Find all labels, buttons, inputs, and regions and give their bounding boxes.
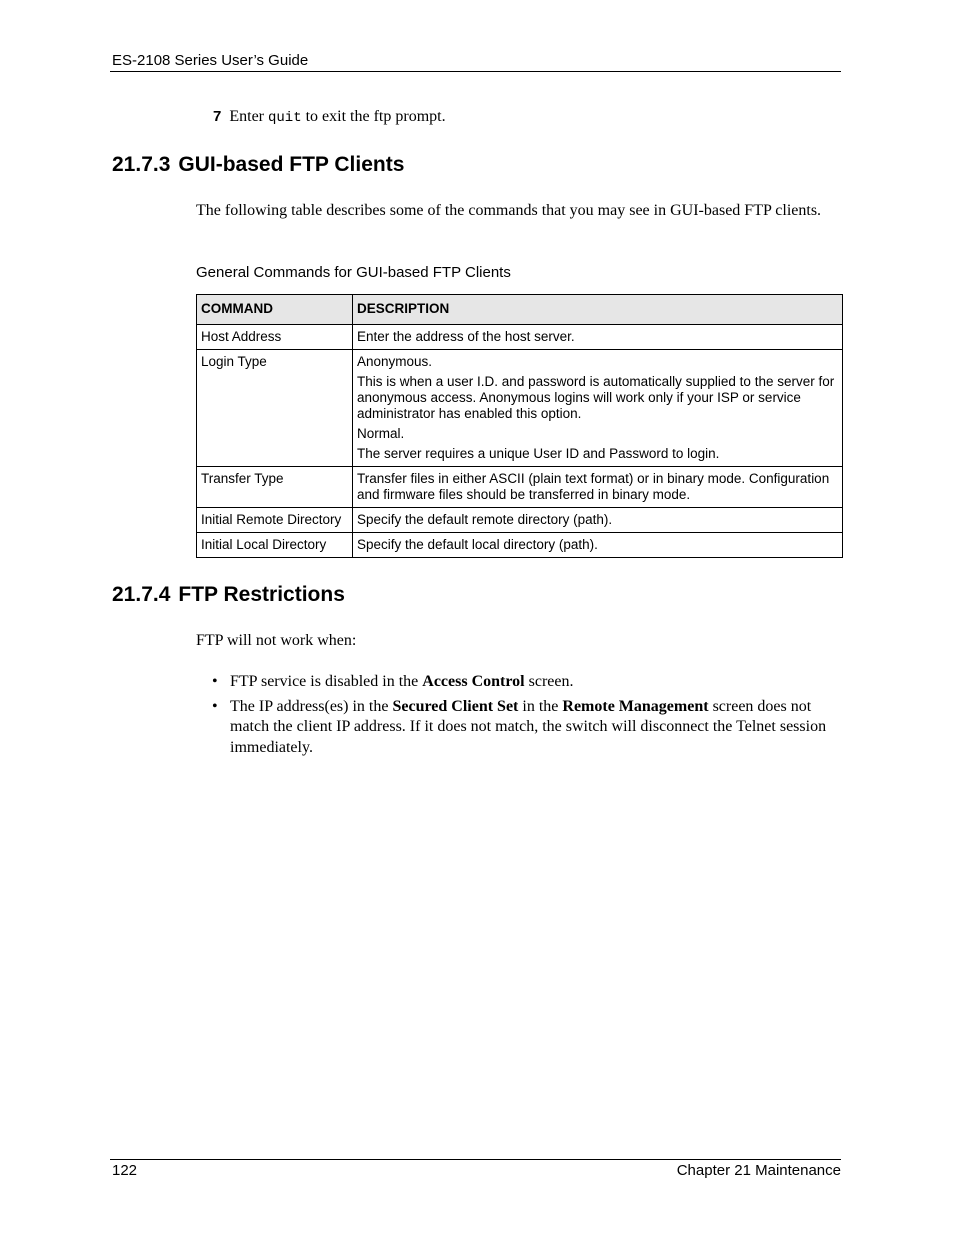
description-text: Specify the default local directory (path).: [357, 537, 598, 552]
bullet-text: screen.: [528, 673, 574, 690]
description-cell: [353, 325, 843, 350]
commands-table: [196, 294, 843, 558]
section-number: 21.7.3: [112, 153, 171, 176]
step-7: [213, 108, 446, 126]
step-pre: Enter: [229, 108, 264, 125]
section-number: 21.7.4: [112, 583, 171, 606]
description-cell: [353, 533, 843, 558]
description-cell: [353, 350, 843, 467]
description-cell: [353, 508, 843, 533]
footer-rule: [110, 1159, 841, 1160]
bullet-text: in the: [522, 697, 559, 715]
restrictions-list: [212, 672, 838, 762]
description-text: This is when a user I.D. and password is automatically supplied to the server for anonymous access. Anonymous logins will work only if your ISP or service administrator has enabled this option.: [357, 374, 835, 421]
access-control-term: Access Control: [422, 673, 525, 690]
table-row: [197, 533, 843, 558]
command-cell: Login Type: [197, 350, 353, 467]
restrictions-intro: FTP will not work when:: [196, 632, 357, 649]
section-title: FTP Restrictions: [178, 583, 345, 606]
description-text: Anonymous.: [357, 354, 433, 369]
command-cell: Initial Remote Directory: [197, 508, 353, 533]
section-heading-ftp-restrictions: [112, 583, 345, 607]
description-text: Normal.: [357, 426, 405, 441]
secured-client-set-term: Secured Client Set: [392, 697, 519, 715]
description-cell: [353, 467, 843, 508]
description-text: Enter the address of the host server.: [357, 329, 575, 344]
bullet-glyph: •: [212, 673, 218, 690]
table-row: [197, 350, 843, 467]
table-caption: General Commands for GUI-based FTP Clients: [196, 264, 511, 281]
description-text: The server requires a unique User ID and Password to login.: [357, 446, 720, 461]
step-post: to exit the ftp prompt.: [305, 108, 446, 125]
section-heading-gui-ftp-clients: [112, 153, 404, 177]
command-cell: Initial Local Directory: [197, 533, 353, 558]
column-header-command: COMMAND: [197, 295, 353, 325]
description-text: Specify the default remote directory (path).: [357, 512, 613, 527]
quit-command: quit: [268, 110, 302, 126]
table-row: [197, 508, 843, 533]
page-number: 122: [112, 1162, 138, 1179]
bullet-glyph: •: [212, 697, 218, 715]
remote-management-term: Remote Management: [562, 697, 709, 715]
chapter-label: Chapter 21 Maintenance: [676, 1162, 841, 1179]
bullet-text: The IP address(es) in the: [230, 697, 389, 715]
command-cell: Host Address: [197, 325, 353, 350]
column-header-description: DESCRIPTION: [353, 295, 843, 325]
intro-paragraph: The following table describes some of the commands that you may see in GUI-based FTP clients.: [196, 202, 822, 219]
step-number: 7: [213, 108, 222, 125]
bullet-text: FTP service is disabled in the: [230, 673, 419, 690]
header-rule: [110, 71, 841, 72]
table-row: [197, 467, 843, 508]
table-header-row: [197, 295, 843, 325]
guide-title: ES-2108 Series User’s Guide: [112, 52, 309, 69]
list-item: [212, 672, 838, 693]
command-cell: Transfer Type: [197, 467, 353, 508]
section-title: GUI-based FTP Clients: [178, 153, 405, 176]
description-text: Transfer files in either ASCII (plain text format) or in binary mode. Configuration and firmware files should be transferred in binary mode.: [357, 471, 830, 502]
bullet-text: screen does not match the client IP address. If it does not match, the switch will disconnect the Telnet session immediately.: [230, 697, 827, 756]
list-item: [212, 697, 838, 759]
table-row: [197, 325, 843, 350]
